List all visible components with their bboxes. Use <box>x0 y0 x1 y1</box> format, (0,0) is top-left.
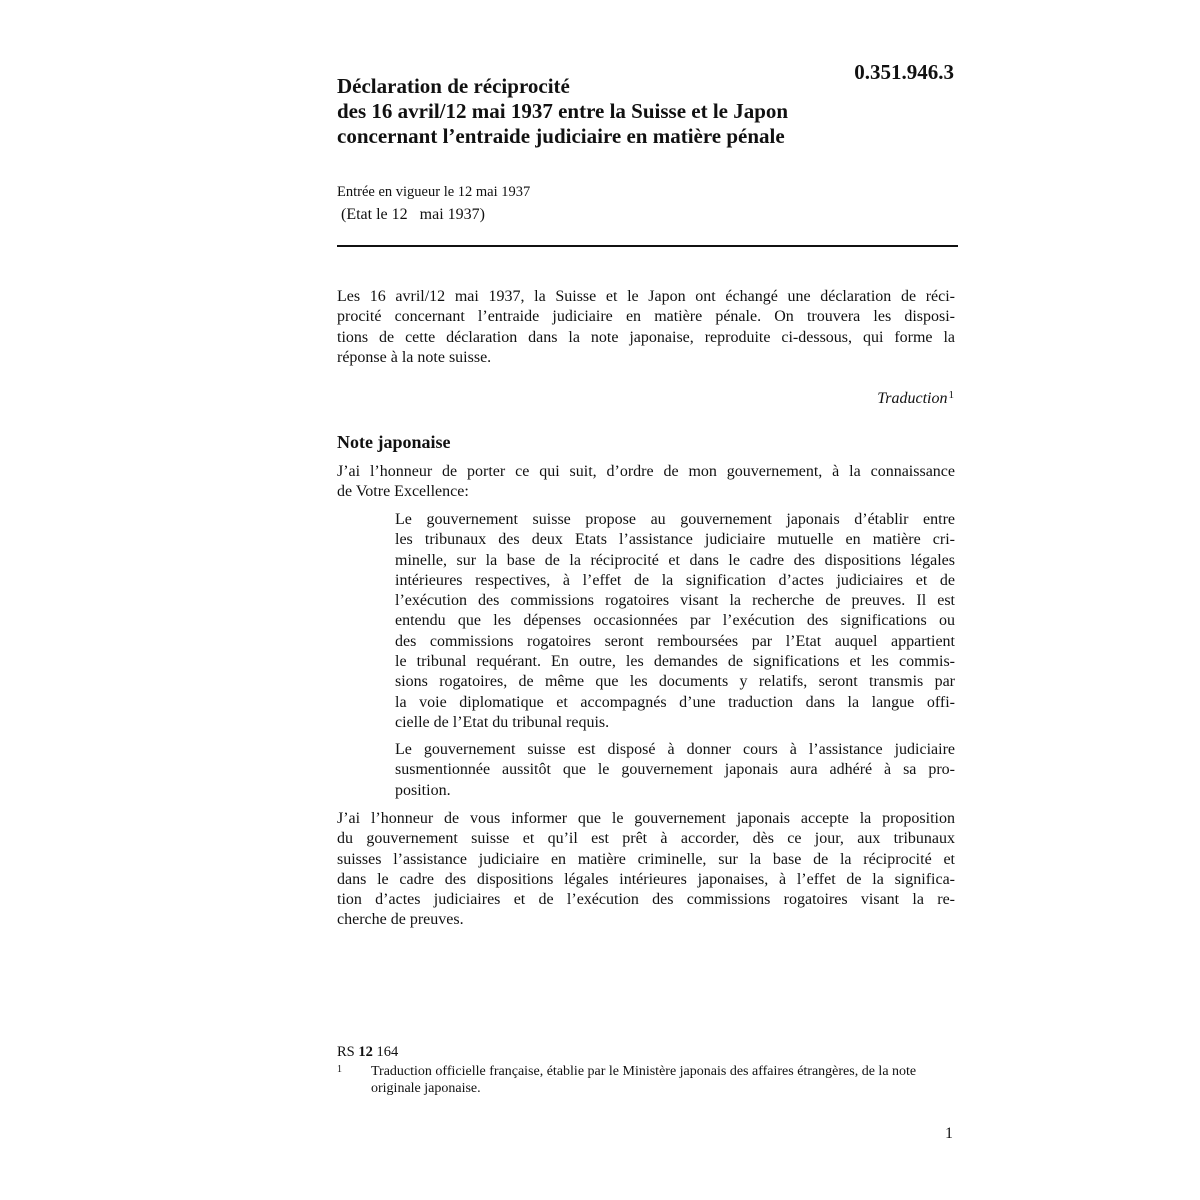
header-divider <box>337 245 958 247</box>
text-line: tions de cette déclaration dans la note japonaise, reproduite ci-dessous, qui forme la <box>337 328 955 346</box>
text-line: du gouvernement suisse et qu’il est prêt à accorder, dès ce jour, aux tribunaux <box>337 830 955 848</box>
text-line: sions rogatoires, de même que les documents y relatifs, seront transmis par <box>395 673 955 691</box>
sr-number: 0.351.946.3 <box>854 60 954 84</box>
translation-text: Traduction <box>877 390 948 407</box>
footnote-text: Traduction officielle française, établie par le Ministère japonais des affaires étrangères, de la note originale japonaise. <box>371 1064 917 1096</box>
translation-label <box>877 389 954 408</box>
text-line: entendu que les dépenses occasionnées par l’exécution des significations ou <box>395 612 955 630</box>
status-date: (Etat le 12 mai 1937) <box>341 206 485 223</box>
page-number: 1 <box>945 1125 953 1142</box>
section-heading: Note japonaise <box>337 432 451 452</box>
footnote-number: 1 <box>337 1064 342 1075</box>
text-line: de Votre Excellence: <box>337 483 469 501</box>
title-line: des 16 avril/12 mai 1937 entre la Suisse et le Japon <box>337 99 789 123</box>
entry-into-force: Entrée en vigueur le 12 mai 1937 <box>337 184 531 200</box>
footnote-reference[interactable]: 1 <box>948 389 954 401</box>
rs-prefix: RS <box>337 1044 355 1060</box>
text-line: des commissions rogatoires seront remboursées par l’Etat auquel appartient <box>395 632 955 650</box>
text-line: Le gouvernement suisse est disposé à donner cours à l’assistance judiciaire <box>395 741 955 758</box>
quoted-paragraph-2 <box>395 740 955 801</box>
footnote <box>337 1064 955 1097</box>
opening-paragraph <box>337 462 955 503</box>
text-line: l’exécution des commissions rogatoires visant la recherche de preuves. Il est <box>395 592 955 610</box>
text-line: J’ai l’honneur de porter ce qui suit, d’ordre de mon gouvernement, à la connaissance <box>337 463 955 480</box>
rs-volume: 12 <box>358 1044 373 1060</box>
text-line: position. <box>395 781 451 799</box>
text-line: le tribunal requérant. En outre, les demandes de significations et les commis- <box>395 653 955 671</box>
document-page <box>337 0 957 1200</box>
rs-reference <box>337 1044 398 1061</box>
text-line: cherche de preuves. <box>337 911 464 929</box>
text-line: minelle, sur la base de la réciprocité et dans le cadre des dispositions légales <box>395 551 955 569</box>
title-line: concernant l’entraide judiciaire en matière pénale <box>337 124 785 148</box>
text-line: les tribunaux des deux Etats l’assistance judiciaire mutuelle en matière cri- <box>395 531 955 549</box>
title-line: Déclaration de réciprocité <box>337 74 570 98</box>
quoted-paragraph-1 <box>395 510 955 733</box>
text-line: Les 16 avril/12 mai 1937, la Suisse et le Japon ont échangé une déclaration de réci- <box>337 288 955 305</box>
intro-paragraph <box>337 287 955 368</box>
text-line: procité concernant l’entraide judiciaire en matière pénale. On trouvera les disposi- <box>337 308 955 326</box>
text-line: la voie diplomatique et accompagnés d’une traduction dans la langue offi- <box>395 693 955 711</box>
text-line: susmentionnée aussitôt que le gouvernement japonais aura adhéré à sa pro- <box>395 761 955 779</box>
text-line: Le gouvernement suisse propose au gouvernement japonais d’établir entre <box>395 511 955 528</box>
document-title <box>337 74 897 149</box>
text-line: cielle de l’Etat du tribunal requis. <box>395 713 610 731</box>
text-line: J’ai l’honneur de vous informer que le gouvernement japonais accepte la proposition <box>337 810 955 827</box>
text-line: suisses l’assistance judiciaire en matière criminelle, sur la base de la réciprocité et <box>337 850 955 868</box>
text-line: intérieures respectives, à l’effet de la signification d’actes judiciaires et de <box>395 571 955 589</box>
closing-paragraph <box>337 809 955 931</box>
text-line: réponse à la note suisse. <box>337 348 492 366</box>
text-line: tion d’actes judiciaires et de l’exécution des commissions rogatoires visant la re- <box>337 891 955 909</box>
text-line: dans le cadre des dispositions légales intérieures japonaises, à l’effet de la significa- <box>337 870 955 888</box>
rs-page: 164 <box>376 1044 399 1060</box>
